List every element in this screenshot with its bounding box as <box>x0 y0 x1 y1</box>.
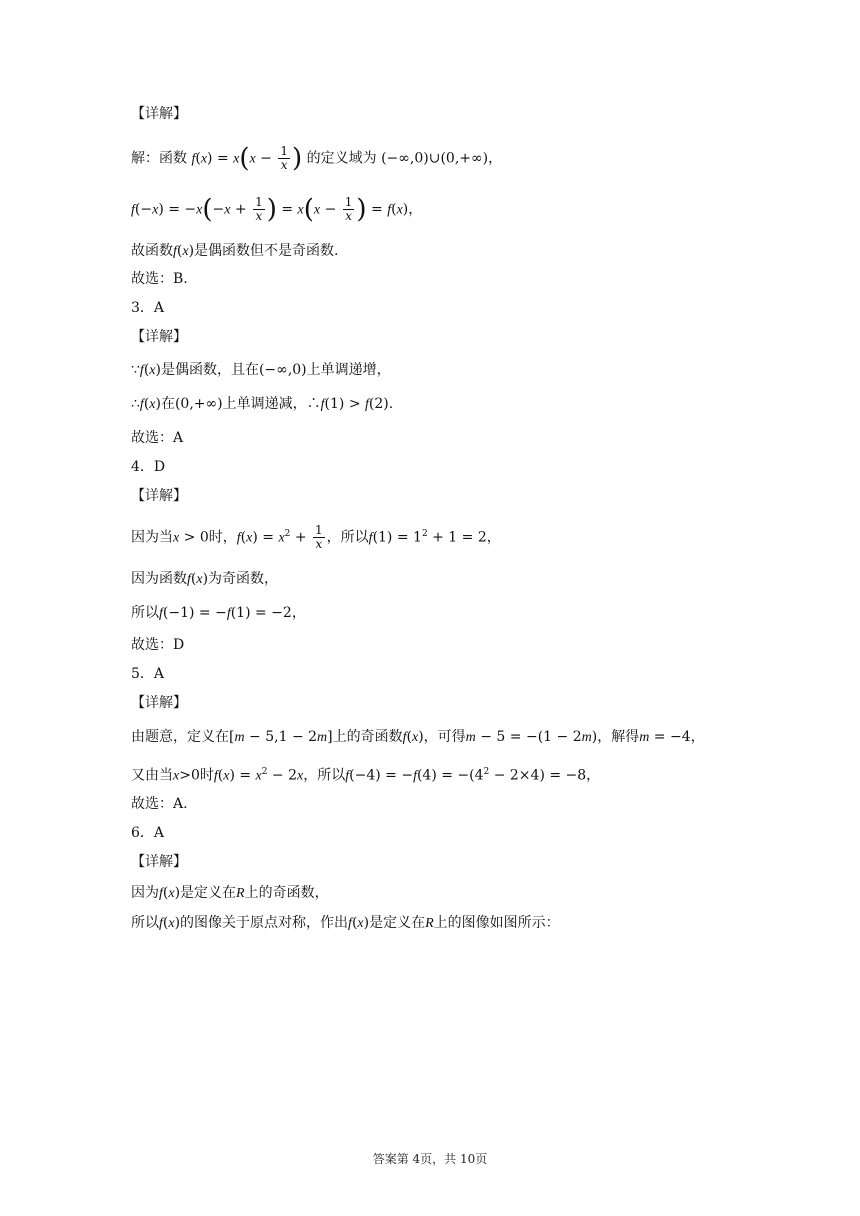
math-text: R <box>425 916 434 931</box>
math-text: − <box>255 150 277 167</box>
math-text: − <box>320 201 341 218</box>
math-text: x <box>182 244 189 259</box>
math-text: f <box>159 916 163 931</box>
math-text: ( <box>143 362 150 378</box>
math-text: f <box>139 397 144 412</box>
math-text: R <box>236 886 245 901</box>
math-text: f <box>345 768 350 784</box>
math-text: = −4， <box>649 729 705 745</box>
solution-line-conclusion <box>131 241 800 262</box>
math-text: f <box>236 530 241 546</box>
math-text: x <box>297 768 304 784</box>
text-segment: 时， <box>208 529 237 546</box>
math-text: + <box>290 529 312 546</box>
math-text: x <box>357 916 364 931</box>
math-text: x <box>233 151 240 167</box>
math-text: f <box>131 202 135 218</box>
math-paren: ) <box>292 143 303 174</box>
text-segment: ，所以 <box>326 529 369 546</box>
fraction-1-over-x: $\frac{1}{x}$ <box>255 195 263 223</box>
text-segment: 由题意，定义在 <box>131 729 229 745</box>
math-text: ) <box>188 243 195 259</box>
math-text: ( <box>162 915 169 931</box>
answer-choice-5: 故选：A. <box>131 796 188 812</box>
solution-line-q4-2 <box>131 569 800 590</box>
math-text: x <box>411 730 419 745</box>
math-text: [ <box>229 729 235 745</box>
math-text: m <box>465 730 476 745</box>
math-text: x <box>255 768 262 784</box>
math-text: ) = <box>229 767 256 784</box>
math-text: f <box>159 606 163 621</box>
text-segment: 上的奇函数， <box>244 885 329 901</box>
math-text: ( <box>217 767 224 784</box>
math-text: ( <box>351 915 358 931</box>
math-text: m <box>581 730 592 745</box>
math-text: ) <box>155 396 161 412</box>
math-text: x <box>196 572 203 587</box>
question-number-3: 3．A <box>131 300 165 316</box>
math-sup: 2 <box>261 767 268 777</box>
text-segment: ，所以 <box>303 767 346 784</box>
math-text: (−1) = − <box>162 605 227 621</box>
math-text: (2). <box>368 396 394 412</box>
math-text: ) <box>174 915 181 931</box>
text-segment: 上单调递减，∴ <box>222 396 321 412</box>
math-text: f <box>413 768 417 784</box>
math-text: (4) = −(4 <box>416 767 484 784</box>
math-text: f <box>387 202 392 218</box>
math-text: f <box>173 244 177 259</box>
math-text: − 2 <box>267 767 298 784</box>
math-text: f <box>348 916 352 931</box>
answer-choice-3: 故选：A <box>131 430 184 446</box>
math-text: f <box>402 730 407 745</box>
text-segment: 时 <box>199 767 214 784</box>
math-text: (1) = 1 <box>372 529 422 546</box>
section-heading-detail: 【详解】 <box>131 695 187 711</box>
math-text: x <box>168 916 175 931</box>
math-text: ) <box>591 729 598 745</box>
math-text: = <box>276 201 298 218</box>
math-paren: ) <box>266 194 277 225</box>
math-text: ( <box>195 150 201 167</box>
answer-choice-4: 故选：D <box>131 637 185 653</box>
math-text: ( <box>143 396 150 412</box>
math-text: ( <box>406 729 412 745</box>
math-text: − 5,1 − 2 <box>244 729 318 745</box>
math-text: ) <box>174 885 181 901</box>
math-sup: 2 <box>284 529 291 539</box>
text-segment: 是定义在 <box>180 885 237 901</box>
answer-choice-2: 故选：B. <box>131 271 188 287</box>
text-segment: 解：函数 <box>131 150 187 167</box>
math-text: f <box>365 397 369 412</box>
math-text: ) <box>418 729 424 745</box>
math-text: (1) = −2， <box>230 605 306 621</box>
math-text: x <box>224 202 231 218</box>
text-segment: 是偶函数但不是奇函数. <box>194 243 339 259</box>
text-segment: ∵ <box>131 362 140 378</box>
math-text: ] <box>327 729 333 745</box>
text-segment: 上单调递增， <box>306 362 391 378</box>
text-segment: ，可得 <box>423 729 466 745</box>
math-text: f <box>139 363 144 378</box>
section-heading-detail: 【详解】 <box>131 329 187 345</box>
text-segment: 因为当 <box>131 529 173 546</box>
math-text: >0 <box>179 767 200 784</box>
question-number-4: 4．D <box>131 459 166 475</box>
math-text: x <box>313 202 321 218</box>
math-text: (1) > <box>324 396 366 412</box>
text-segment: 在 <box>160 396 175 412</box>
math-text: m <box>234 730 245 745</box>
text-segment: 因为 <box>131 885 159 901</box>
math-text: (0,+∞) <box>174 396 223 412</box>
math-text: − 2×4) = −8， <box>489 767 601 784</box>
math-text: ( <box>190 571 197 587</box>
math-text: ) <box>155 362 161 378</box>
text-segment: 故函数 <box>131 243 173 259</box>
math-text: ) = − <box>158 201 197 218</box>
math-text: x <box>278 530 285 546</box>
question-number-5: 5．A <box>131 666 165 682</box>
solution-line-parity <box>131 196 800 223</box>
math-text: x <box>297 202 304 218</box>
math-text: − <box>212 201 225 218</box>
question-number-6: 6．A <box>131 825 165 841</box>
section-heading-detail: 【详解】 <box>131 488 187 504</box>
text-segment: 的图像关于原点对称，作出 <box>180 915 349 931</box>
fraction-1-over-x: $\frac{1}{x}$ <box>280 144 288 172</box>
math-text: + <box>230 201 252 218</box>
math-text: (−∞,0) <box>258 362 307 378</box>
math-paren: ( <box>239 143 250 174</box>
math-text: = <box>366 201 388 218</box>
math-paren: ) <box>356 194 367 225</box>
solution-line-domain <box>131 145 800 172</box>
math-paren: ( <box>303 194 314 225</box>
solution-line-q4-3 <box>131 603 800 624</box>
fraction-1-over-x: $\frac{1}{x}$ <box>315 523 323 552</box>
solution-line-q6-2 <box>131 913 800 934</box>
math-text: x <box>200 151 208 167</box>
math-text: ( <box>176 243 183 259</box>
math-text: m <box>639 730 650 745</box>
math-text: ) = <box>207 150 234 167</box>
math-text: f <box>213 768 218 784</box>
text-segment: 所以 <box>131 605 159 621</box>
page-footer: 答案第 4页，共 10页 <box>372 1152 488 1166</box>
solution-line-q3-1 <box>131 360 800 381</box>
text-segment: 上的奇函数 <box>332 729 403 745</box>
math-paren: ( <box>202 194 213 225</box>
math-text: x <box>173 530 180 546</box>
math-text: f <box>159 886 163 901</box>
math-text: f <box>226 606 231 621</box>
math-text: x <box>196 202 203 218</box>
math-text: )， <box>402 201 423 218</box>
math-text: (− <box>134 201 153 218</box>
math-text: > 0 <box>179 529 209 546</box>
section-heading-detail: 【详解】 <box>131 106 187 122</box>
math-text: x <box>173 768 180 784</box>
math-text: ( <box>391 201 397 218</box>
fraction-1-over-x: $\frac{1}{x}$ <box>344 195 353 223</box>
math-sup: 2 <box>421 529 428 539</box>
math-text: ) = <box>252 529 279 546</box>
math-text: x <box>152 202 159 218</box>
math-sup: 2 <box>483 767 490 777</box>
solution-line-q5-1 <box>131 727 800 748</box>
solution-line-q5-2 <box>131 762 800 787</box>
math-text: ( <box>240 529 247 546</box>
text-segment: 所以 <box>131 915 159 931</box>
text-segment: 因为函数 <box>131 571 187 587</box>
math-text: x <box>149 397 156 412</box>
math-text: f <box>187 572 191 587</box>
text-segment: 是定义在 <box>369 915 426 931</box>
math-f-def: f <box>191 151 196 167</box>
text-segment: 是偶函数，且在 <box>160 362 259 378</box>
solution-line-q6-1 <box>131 883 800 904</box>
text-segment: 的定义域为 <box>306 150 377 167</box>
math-text: ) <box>202 571 209 587</box>
math-text: m <box>317 730 328 745</box>
math-text: x <box>149 363 156 378</box>
math-text: (−4) = − <box>349 767 414 784</box>
math-text: ) <box>363 915 370 931</box>
section-heading-detail: 【详解】 <box>131 854 187 870</box>
text-segment: ，解得 <box>597 729 640 745</box>
math-text: x <box>168 886 175 901</box>
text-segment: ∴ <box>131 396 140 412</box>
math-text: x <box>249 151 256 167</box>
math-text: + 1 = 2， <box>427 529 501 546</box>
text-segment: 又由当 <box>131 767 173 784</box>
solution-line-q4-1 <box>131 524 800 551</box>
math-text: f <box>320 397 325 412</box>
text-segment: 上的图像如图所示： <box>433 915 560 931</box>
math-text: ( <box>162 885 169 901</box>
math-text: x <box>246 530 253 546</box>
math-text: x <box>223 768 230 784</box>
math-text: − 5 = −(1 − 2 <box>475 729 582 745</box>
math-domain: (−∞,0)∪(0,+∞)， <box>381 150 503 167</box>
math-text: x <box>396 202 403 218</box>
solution-line-q3-2 <box>131 394 800 415</box>
math-text: f <box>368 530 373 546</box>
text-segment: 为奇函数， <box>208 571 279 587</box>
